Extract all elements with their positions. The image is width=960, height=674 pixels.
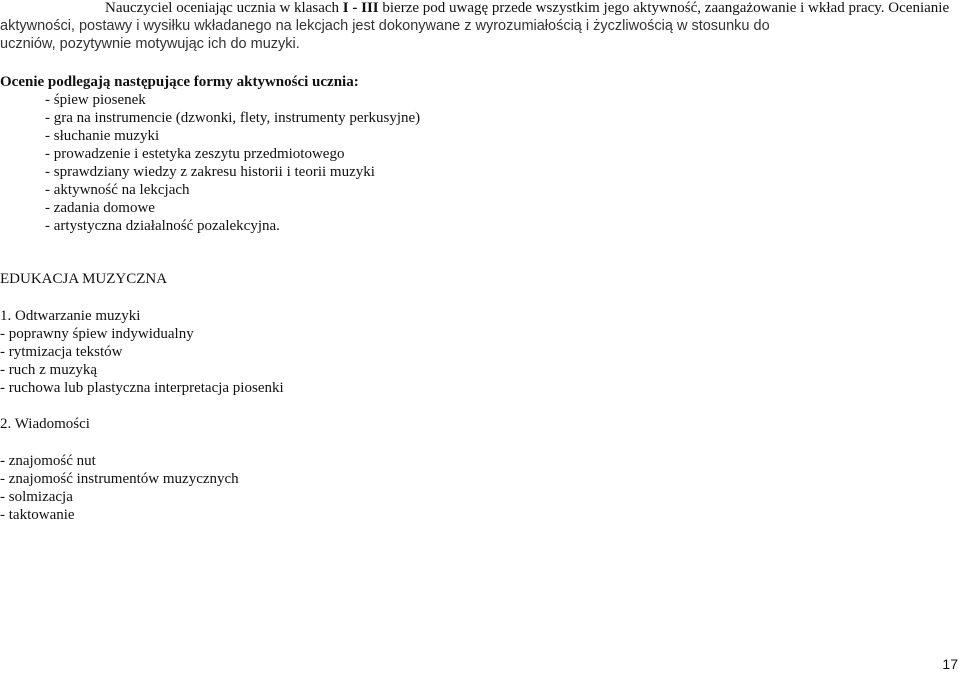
list-item: - artystyczna działalność pozalekcyjna.: [45, 218, 280, 234]
list-item: - taktowanie: [0, 507, 75, 523]
list-item: - prowadzenie i estetyka zeszytu przedmiotowego: [45, 146, 345, 162]
list-item: - ruch z muzyką: [0, 362, 98, 378]
intro-text: Nauczyciel oceniając ucznia w klasach: [105, 0, 343, 16]
list-item: - słuchanie muzyki: [45, 128, 160, 144]
list-item: - gra na instrumencie (dzwonki, flety, instrumenty perkusyjne): [45, 110, 421, 126]
activities-heading: Ocenie podlegają następujące formy aktywności ucznia:: [0, 74, 359, 90]
list-item: - zadania domowe: [45, 200, 155, 216]
intro-line-2: aktywności, postawy i wysiłku wkładanego na lekcjach jest dokonywane z wyrozumiałością i życzliwością w stosunku do: [0, 18, 770, 34]
list-item: - śpiew piosenek: [45, 92, 146, 108]
page-number: 17: [942, 656, 958, 672]
subsection-title: 2. Wiadomości: [0, 416, 90, 432]
subsection-title: 1. Odtwarzanie muzyki: [0, 308, 141, 324]
list-item: - ruchowa lub plastyczna interpretacja piosenki: [0, 380, 284, 396]
list-item: - sprawdziany wiedzy z zakresu historii i teorii muzyki: [45, 164, 375, 180]
list-item: - znajomość instrumentów muzycznych: [0, 471, 239, 487]
section-title: EDUKACJA MUZYCZNA: [0, 271, 168, 287]
list-item: - rytmizacja tekstów: [0, 344, 123, 360]
list-item: - znajomość nut: [0, 453, 96, 469]
intro-text-cont: bierze pod uwagę przede wszystkim jego aktywność, zaangażowanie i wkład pracy. Ocenianie: [378, 0, 950, 16]
list-item: - aktywność na lekcjach: [45, 182, 190, 198]
list-item: - solmizacja: [0, 489, 73, 505]
list-item: - poprawny śpiew indywidualny: [0, 326, 194, 342]
intro-line-3: uczniów, pozytywnie motywując ich do muzyki.: [0, 36, 300, 52]
intro-line-1: [105, 0, 949, 17]
intro-classes: I - III: [342, 0, 379, 16]
